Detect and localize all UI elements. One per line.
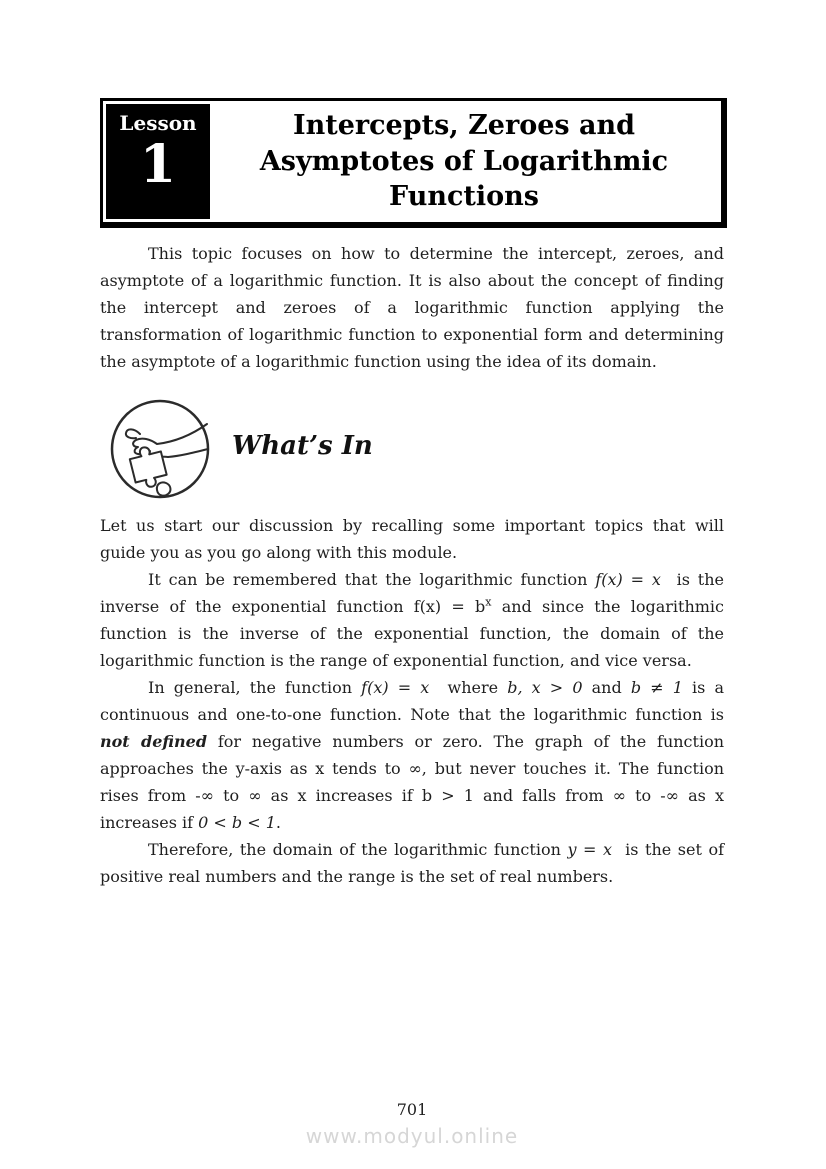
body-text-section — [100, 512, 724, 890]
text-segment: It can be remembered that the logarithmic function — [148, 570, 596, 589]
text-segment: and since the logarithmic function is the inverse of the exponential function, the domain of the logarithmic function is the range of exponential function, and vice versa. — [100, 597, 724, 670]
text-segment: Therefore, the domain of the logarithmic function — [148, 840, 568, 859]
intro-section — [100, 240, 724, 375]
lesson-header — [100, 98, 727, 228]
lesson-number-box — [106, 104, 210, 219]
text-segment: Let us start our discussion by recalling some important topics that will guide you as you go along with this module. — [100, 516, 724, 562]
text-segment: f(x) = x — [361, 678, 430, 697]
text-segment: f(x) = x — [595, 570, 661, 589]
whats-in-heading: What’s In — [232, 430, 373, 461]
lesson-label: Lesson — [119, 111, 197, 135]
text-segment: This topic focuses on how to determine the intercept, zeroes, and asymptote of a logarithmic function. It is also about the concept of finding the intercept and zeroes of a logarithmic function applying the transformation of logarithmic function to exponential form and determining the asymptote of a logarithmic function using the idea of its domain. — [100, 244, 724, 371]
paragraph — [100, 512, 724, 566]
text-segment: and — [582, 678, 631, 697]
text-segment: is the inverse of the exponential function f(x) = b — [100, 570, 724, 616]
page-number: 701 — [396, 1100, 428, 1119]
text-segment: x — [485, 595, 492, 609]
text-segment: for negative numbers or zero. The graph of the function approaches the y-axis as x tends to ∞, but never touches it. The function rises from -∞ to ∞ as x increases if b > 1 and falls from ∞ to -∞ as x increases if — [100, 732, 725, 832]
text-segment: b ≠ 1 — [630, 678, 683, 697]
text-segment: not defined — [100, 732, 208, 751]
text-segment: is the set of positive real numbers and the range is the set of real numbers. — [100, 840, 725, 886]
text-segment: where — [429, 678, 508, 697]
paragraph — [100, 566, 724, 674]
paragraph — [100, 240, 724, 375]
text-segment: 0 < b < 1 — [198, 813, 276, 832]
watermark: www.modyul.online — [305, 1124, 519, 1148]
lesson-title: Intercepts, Zeroes and Asymptotes of Logarithmic Functions — [259, 110, 669, 213]
text-segment: y = x — [567, 840, 613, 859]
text-segment: is a continuous and one-to-one function. Note that the logarithmic function is — [100, 678, 725, 724]
paragraph — [100, 836, 724, 890]
whats-in-section-header — [104, 397, 373, 504]
hand-puzzle-icon — [104, 397, 216, 504]
paragraph — [100, 674, 724, 836]
text-segment: . — [275, 813, 281, 832]
page-footer — [100, 1100, 724, 1148]
lesson-number: 1 — [139, 134, 177, 195]
text-segment: b, x > 0 — [507, 678, 583, 697]
text-segment: In general, the function — [148, 678, 362, 697]
